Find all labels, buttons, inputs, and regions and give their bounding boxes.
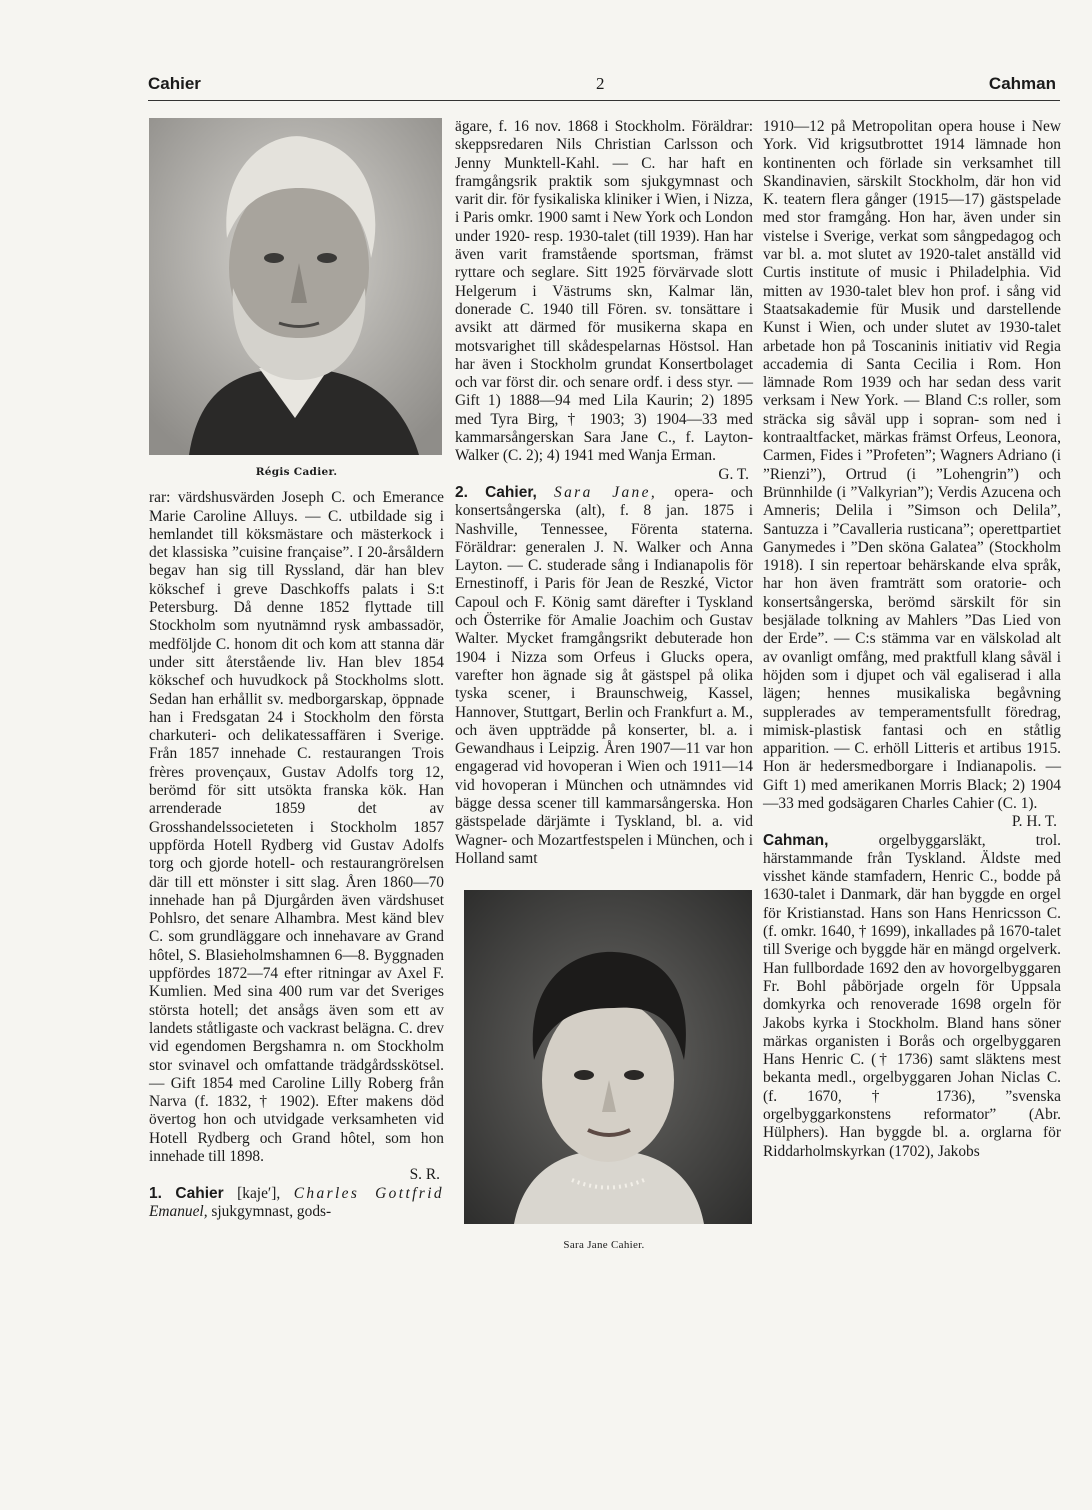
entry-cahman (763, 832, 1061, 1161)
entry-name-emanuel: Emanuel, (149, 1202, 208, 1220)
photo-caption-regis-cadier: Régis Cadier. (255, 466, 338, 478)
pronunciation: [kaje′], (237, 1184, 281, 1202)
signature-gt: G. T. (718, 465, 749, 483)
article-regis-cadier-text: rar: värdshusvärden Joseph C. och Emerance Marie Caroline Alluys. — C. utbildade sig i hemlandet till köksmästare och mästerkock i det klassiska ”cuisine française”. I 20-årsåldern begav han sig till Ryssland, där han blev kökschef i greve Daschkoffs palats i S:t Petersburg. Då denne 1852 flyttade till Stockholm som nyutnämnd rysk ambassadör, medföljde C. honom dit och kom att stanna där under sitt återstående liv. Han blev 1854 kökschef och huvudkock på Stockholms slott. Sedan han erhållit sv. medborgarskap, öppnade han i Fredsgatan 24 i Stockholm den första charkuteri- och delikatessaffären i Sverige. Från 1857 innehade C. restaurangen Trois frères provençaux, Gustav Adolfs torg 12, berömd för sitt utsökta franska kök. Han arrenderade 1859 det av Grosshandelssocieteten i Stockholm 1857 uppförda Hotell Rydberg vid Gustav Adolfs torg och gjorde hotell- och restaurangrörelsen där till ett mönster i sitt slag. Åren 1860—70 innehade han på Djurgården även värdshuset Pohlsro, det senare Alhambra. Mest känd blev C. som grundläggare och innehavare av Grand hôtel, S. Blasieholmshamnen 6—8. Byggnaden uppfördes 1872—74 efter ritningar av Axel F. Kumlien. Med sina 400 rum var det Sveriges största hotell; det ansågs även som ett av landets ståtligaste och vackrast belägna. C. drev vid egendomen Bergshamra n. om Stockholm stor svinavel och omfattande trädgårdsskötsel. — Gift 1854 med Caroline Lilly Roberg från Narva (f. 1832, † 1902). Efter makens död övertog hon och utvidgade verksamheten vid Hotell Rydberg och Grand hôtel, som hon innehade till 1898. (149, 489, 444, 1165)
entry-number-1: 1. (149, 1184, 162, 1202)
header-left-word: Cahier (148, 74, 201, 93)
page-header (148, 72, 1060, 101)
header-right-word: Cahman (988, 74, 1056, 93)
entry-number-2: 2. (455, 483, 468, 501)
portrait-illustration-2 (464, 890, 752, 1224)
entry-cahman-text: orgelbyggarsläkt, trol. härstammande från Tyskland. Äldste med visshet kände stamfadern, Henric C., bodde på 1630-talet i Danmark, där han byggde en orgel för Kristianstad. Hans son Hans Henricsson C. (f. omkr. 1640, † 1699), inkallades på 1670-talet till Sverige och byggde här en mängd orgelverk. Han fullbordade 1692 den av hovorgelbyggaren Fr. Bohl påbörjade orgeln för Uppsala domkyrka och renoverade 1698 orgeln för Jakobs kyrka i Stockholm. Bland hans söner märkas organisten i Borås och orgelbyggaren Hans Henric C. († 1736) samt släktens mest bekanta medl., orgelbyggaren Johan Niclas C. (f. 1670, † 1736), ”svenska orgelbyggarkonstens reformator” (Abr. Hülphers). Han byggde bl. a. orglarna för Riddarholmskyrkan (1702), Jakobs (763, 831, 1061, 1160)
entry-sara-jane-cahier (455, 484, 753, 868)
entry-charles-cahier (149, 1185, 444, 1222)
entry-2-text: opera- och konsertsångerska (alt), f. 8 jan. 1875 i Nashville, Tennessee, Förenta staterna. Föräldrar: generalen J. N. Walker och Anna Layton. — C. studerade sång i Indianapolis för Ernestinoff, i Paris för Jean de Reszké, Victor Capoul och F. König samt därefter i Tyskland och Österrike för Amalie Joachim och Gustav Walter. Mycket framgångsrikt debuterade hon 1904 i Nizza som Orfeus i Glucks opera, varefter hon ägnade sig åt gästspel på olika tyska scener, i Braunschweig, Kassel, Hannover, Stuttgart, Berlin och Frankfurt a. M., och även uppträdde på konserter, bl. a. i Gewandhaus i Leipzig. Åren 1907—11 var hon engagerad vid hovoperan i Wien och 1911—14 vid hovoperan i München och utnämndes vid bägge dessa scener till kammarsångerska. Hon gästspelade därjämte i Tyskland, bl. a. vid Wagner- och Mozartfestspelen i München, och i Holland samt (455, 483, 753, 867)
portrait-sara-jane-cahier (464, 890, 752, 1224)
column-1 (149, 118, 444, 1221)
entry-name-charles: Charles Gottfrid (293, 1184, 444, 1202)
page-number: 2 (596, 74, 605, 93)
portrait-regis-cadier (149, 118, 442, 455)
headword-cahier-2: Cahier, (485, 483, 537, 501)
signature-pht: P. H. T. (1011, 813, 1057, 831)
headword-cahman: Cahman, (763, 831, 829, 849)
entry-name-sara-jane: Sara Jane, (553, 483, 658, 501)
photo-caption-sara-jane-cahier: Sara Jane Cahier. (563, 1239, 645, 1252)
column-2 (455, 118, 753, 1254)
entry-sara-jane-continued: 1910—12 på Metropolitan opera house i New York. Vid krigsutbrottet 1914 lämnade hon kontinenten och förlade sin verksamhet till Skandinavien, särskilt Stockholm, där hon vid K. teatern flera gånger (1915—17) gästspelade med stor framgång. Hon har, även under sin vistelse i Sverige, verkat som sångpedagog och var bl. a. mot slutet av 1920-talet anställd vid Curtis institute of music i Philadelphia. Vid mitten av 1930-talet blev hon prof. i sång vid Staatsakademie für Musik und darstellende Kunst i Wien, och under slutet av 1930-talet arbetade hon på Toscaninis initiativ vid Regia accademia di Santa Cecilia i Rom. Hon lämnade Rom 1939 och har sedan dess varit verksam i New York. — Bland C:s roller, som sträcka sig såväl upp i sopran- som ned i kontraaltfacket, märkas främst Orfeus, Leonora, Carmen, Fides i ”Profeten”; Wagners Adriano (i ”Rienzi”), Ortrud (i ”Lohengrin”) och Brünnhilde (i ”Valkyrian”); Verdis Azucena och Amneris; Delila i ”Simson och Delila”, Santuzza i ”Cavalleria rusticana”; operettpartiet Ganymedes i ”Den sköna Galatea” (Stockholm 1918). I sin repertoar behärskande elva språk, har hon även framträtt som oratorie- och konsertsångerska, berömd särskilt för sin besjälade tolkning av Mahlers ”Das Lied von der Erde”. — C:s stämma var en välskolad alt av ovanligt omfång, med praktfull klang såväl i höjden som i djupet och väl egaliserad i alla lägen; hennes musikaliska begåvning supplerades av temperamentsfullt föredrag, mimisk-plastisk fantasi och en ståtlig apparition. — C. erhöll Litteris et artibus 1915. Hon är hedersmedborgare i Indianapolis. — Gift 1) med amerikanen Morris Black; 2) 1904—33 med godsägaren Charles Cahier (C. 1). (763, 118, 1061, 812)
column-3 (763, 118, 1061, 1161)
portrait-illustration (149, 118, 442, 455)
entry-1-start: sjukgymnast, gods- (211, 1202, 332, 1220)
headword-cahier-1: Cahier (175, 1184, 224, 1202)
signature-sr: S. R. (409, 1166, 440, 1184)
entry-charles-cahier-continued: ägare, f. 16 nov. 1868 i Stockholm. Föräldrar: skeppsredaren Nils Christian Carlsson och Jenny Munktell-Kahl. — C. har haft en framgångsrik praktik som sjukgymnast och varit dir. för fysikaliska kliniker i Wien, i Nizza, i Paris omkr. 1900 samt i New York och London under 1920- resp. 1930-talet (till 1939). Han har även varit framstående sportsman, främst ryttare och seglare. Sitt 1925 förvärvade slott Helgerum i Västrums skn, Kalmar län, donerade C. 1940 till Fören. sv. tonsättare i avsikt att därmed för musikerna skapa en motsvarighet till skådespelarnas Höstsol. Han har även i Stockholm grundat Konsertbolaget och var först dir. och senare ordf. i dess styr. — Gift 1) 1888—94 med Lila Kaurin; 2) 1895 med Tyra Birg, † 1903; 3) 1904—33 med kammarsångerskan Sara Jane C., f. Layton-Walker (C. 2); 4) 1941 med Wanja Erman. (455, 118, 753, 465)
